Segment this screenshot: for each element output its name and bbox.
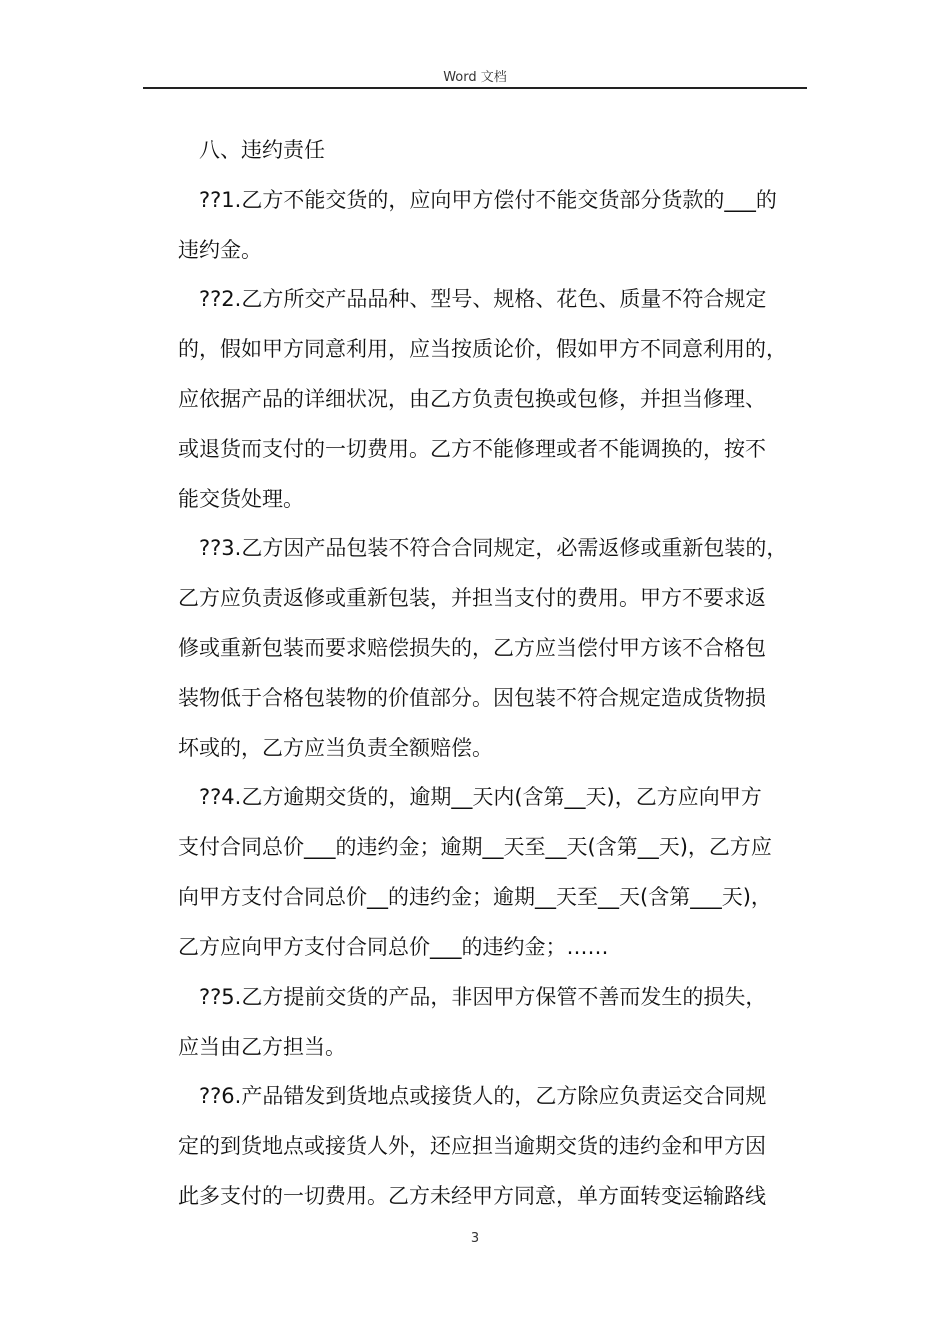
clause-3-line: ??3.乙方因产品包装不符合合同规定，必需返修或重新包装的， (199, 536, 788, 560)
clause-4-line: 向甲方支付合同总价__的违约金；逾期__天至__天(含第___天)， (178, 885, 772, 909)
clause-4-line: ??4.乙方逾期交货的，逾期__天内(含第__天)，乙方应向甲方 (199, 785, 762, 809)
clause-5-line: ??5.乙方提前交货的产品，非因甲方保管不善而发生的损失， (199, 985, 767, 1009)
header-divider (143, 87, 807, 89)
clause-6-line: 此多支付的一切费用。乙方未经甲方同意，单方面转变运输路线 (178, 1184, 766, 1208)
clause-3-line: 乙方应负责返修或重新包装，并担当支付的费用。甲方不要求返 (178, 586, 766, 610)
page-number: 3 (470, 1231, 480, 1246)
clause-6-line: 定的到货地点或接货人外，还应担当逾期交货的违约金和甲方因 (178, 1134, 766, 1158)
clause-2-line: 能交货处理。 (178, 487, 304, 511)
clause-3-line: 坏或的，乙方应当负责全额赔偿。 (178, 736, 493, 760)
section-heading: 八、违约责任 (199, 138, 325, 162)
clause-2-line: 的，假如甲方同意利用，应当按质论价，假如甲方不同意利用的， (178, 337, 787, 361)
clause-2-line: 应依据产品的详细状况，由乙方负责包换或包修，并担当修理、 (178, 387, 766, 411)
clause-3-line: 装物低于合格包装物的价值部分。因包装不符合规定造成货物损 (178, 686, 766, 710)
page-header: Word 文档 (443, 70, 507, 85)
clause-4-line: 乙方应向甲方支付合同总价___的违约金；…… (178, 935, 609, 959)
clause-2-line: 或退货而支付的一切费用。乙方不能修理或者不能调换的，按不 (178, 437, 766, 461)
clause-3-line: 修或重新包装而要求赔偿损失的，乙方应当偿付甲方该不合格包 (178, 636, 766, 660)
clause-1-line: ??1.乙方不能交货的，应向甲方偿付不能交货部分货款的___的 (199, 188, 777, 212)
clause-5-line: 应当由乙方担当。 (178, 1035, 346, 1059)
clause-6-line: ??6.产品错发到货地点或接货人的，乙方除应负责运交合同规 (199, 1084, 767, 1108)
clause-1-line: 违约金。 (178, 238, 262, 262)
clause-2-line: ??2.乙方所交产品品种、型号、规格、花色、质量不符合规定 (199, 287, 767, 311)
clause-4-line: 支付合同总价___的违约金；逾期__天至__天(含第__天)，乙方应 (178, 835, 772, 859)
